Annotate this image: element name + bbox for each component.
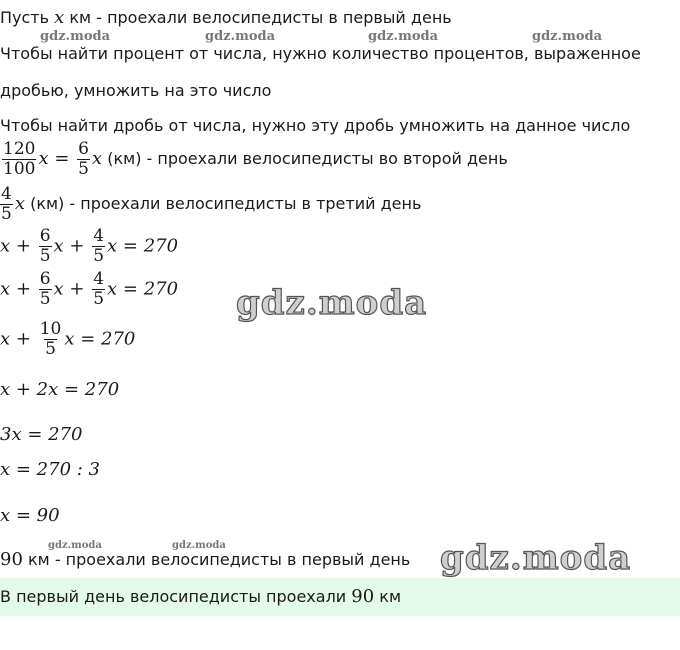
watermark-small: gdz.moda bbox=[532, 29, 603, 44]
watermark-small: gdz.moda bbox=[172, 540, 226, 551]
denominator: 5 bbox=[93, 246, 105, 266]
rule-percent-line2: дробью, умножить на это число bbox=[0, 81, 272, 100]
equation-2 bbox=[0, 270, 178, 309]
variable-x: x bbox=[54, 7, 65, 28]
third-day-text: (км) - проехали велосипедисты в третий день bbox=[24, 194, 422, 213]
watermark-small: gdz.moda bbox=[368, 29, 439, 44]
eq-part: x + bbox=[0, 278, 37, 300]
denominator: 100 bbox=[3, 159, 36, 179]
denominator: 5 bbox=[39, 246, 51, 266]
numerator: 6 bbox=[78, 139, 89, 159]
answer-unit: км bbox=[374, 587, 402, 606]
denominator: 5 bbox=[39, 289, 51, 309]
intro-post: км - проехали велосипедисты в первый день bbox=[64, 8, 452, 27]
equals-sign: = bbox=[48, 148, 76, 169]
watermark-small: gdz.moda bbox=[48, 540, 102, 551]
equation-1 bbox=[0, 227, 178, 266]
watermark-small: gdz.moda bbox=[205, 29, 276, 44]
eq-part: x = 270 bbox=[64, 328, 136, 350]
fraction-4-5 bbox=[92, 270, 105, 309]
equation-4: x + 2x = 270 bbox=[0, 379, 120, 400]
variable-x: x bbox=[91, 148, 103, 169]
numerator: 4 bbox=[93, 269, 105, 289]
fraction-4-5 bbox=[92, 227, 105, 266]
eq-part: x = 270 bbox=[107, 278, 179, 300]
numerator: 4 bbox=[1, 184, 12, 204]
numerator: 120 bbox=[3, 139, 36, 159]
eq-part: x = 270 bbox=[107, 235, 179, 257]
fraction-6-5 bbox=[39, 270, 52, 309]
result-value: 90 bbox=[0, 549, 23, 570]
equation-7: x = 90 bbox=[0, 505, 60, 526]
denominator: 5 bbox=[45, 339, 56, 359]
watermark-small: gdz.moda bbox=[40, 29, 111, 44]
equation-6: x = 270 : 3 bbox=[0, 459, 100, 480]
denominator: 5 bbox=[1, 204, 12, 224]
variable-x: x bbox=[14, 193, 25, 214]
watermark-large: gdz.moda bbox=[440, 538, 632, 578]
eq-part: x + bbox=[53, 235, 91, 257]
fraction-10-5 bbox=[39, 320, 63, 359]
second-day-text: (км) - проехали велосипедисты во второй день bbox=[102, 149, 508, 168]
denominator: 5 bbox=[78, 159, 89, 179]
eq-part: x + bbox=[53, 278, 91, 300]
result-text: км - проехали велосипедисты в первый день bbox=[22, 550, 411, 569]
third-day-line bbox=[0, 185, 421, 224]
equation-3 bbox=[0, 320, 135, 359]
fraction-4-5 bbox=[0, 185, 13, 224]
watermark-large: gdz.moda bbox=[236, 283, 428, 323]
numerator: 4 bbox=[93, 226, 105, 246]
equation-5: 3x = 270 bbox=[0, 424, 83, 445]
second-day-line bbox=[0, 140, 508, 179]
answer-value: 90 bbox=[351, 586, 375, 607]
denominator: 5 bbox=[93, 289, 105, 309]
intro-pre: Пусть bbox=[0, 8, 55, 27]
intro-line bbox=[0, 8, 452, 28]
numerator: 6 bbox=[39, 269, 51, 289]
answer-box bbox=[0, 578, 680, 616]
eq-part: x + bbox=[0, 235, 37, 257]
eq-part: x + bbox=[0, 328, 37, 350]
numerator: 10 bbox=[39, 319, 62, 339]
numerator: 6 bbox=[39, 226, 51, 246]
answer-text: В первый день велосипедисты проехали bbox=[0, 587, 352, 606]
variable-x: x bbox=[38, 148, 49, 169]
fraction-120-100 bbox=[2, 140, 36, 179]
rule-fraction: Чтобы найти дробь от числа, нужно эту дробь умножить на данное число bbox=[0, 116, 631, 135]
fraction-6-5 bbox=[77, 140, 90, 179]
rule-percent-line1: Чтобы найти процент от числа, нужно количество процентов, выраженное bbox=[0, 44, 641, 63]
result-line bbox=[0, 550, 410, 570]
fraction-6-5 bbox=[39, 227, 52, 266]
